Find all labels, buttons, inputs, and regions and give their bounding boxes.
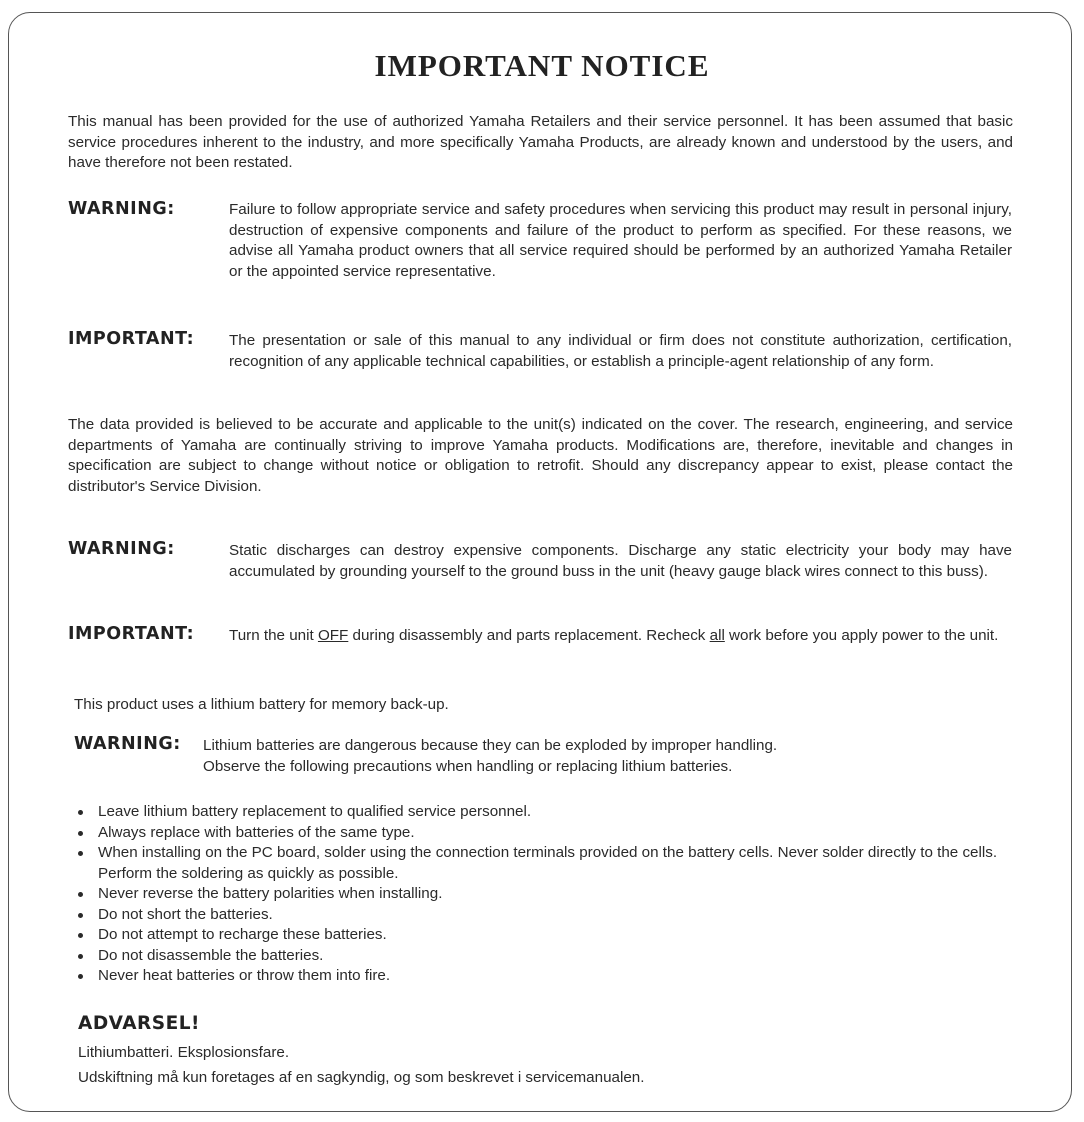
list-item: Never reverse the battery polarities when installing. [70, 884, 1020, 905]
advarsel-line1: Lithiumbatteri. Eksplosionsfare. [78, 1044, 290, 1061]
precautions-list [70, 802, 1020, 987]
intro-paragraph: This manual has been provided for the use of authorized Yamaha Retailers and their service personnel. It has been assumed that basic service procedures inherent to the industry, and more specifically Yamaha Products, are already known and understood by the users, and have therefore not been restated. [68, 113, 1013, 171]
all-emphasis: all [709, 627, 725, 644]
list-item: Always replace with batteries of the same type. [70, 823, 1020, 844]
advarsel-heading: ADVARSEL! [78, 1013, 200, 1034]
warning-label-3: WARNING: [74, 734, 181, 754]
lithium-line: This product uses a lithium battery for memory back-up. [74, 696, 449, 713]
list-item: Leave lithium battery replacement to qualified service personnel. [70, 802, 1020, 823]
important-text-2: Turn the unit OFF during disassembly and parts replacement. Recheck all work before you apply power to the unit. [229, 627, 999, 644]
warning-label-2: WARNING: [68, 539, 175, 559]
page-title: IMPORTANT NOTICE [374, 48, 710, 83]
advarsel-line2: Udskiftning må kun foretages af en sagkyndig, og som beskrevet i servicemanualen. [78, 1069, 645, 1086]
list-item: Do not disassemble the batteries. [70, 946, 1020, 967]
off-emphasis: OFF [317, 627, 349, 644]
warning-text-3-line2: Observe the following precautions when handling or replacing lithium batteries. [203, 758, 733, 775]
list-item: Never heat batteries or throw them into fire. [70, 966, 1020, 987]
list-item: Do not short the batteries. [70, 905, 1020, 926]
warning-text-3-line1: Lithium batteries are dangerous because they can be exploded by improper handling. [203, 737, 778, 754]
list-item: Do not attempt to recharge these batteries. [70, 925, 1020, 946]
data-paragraph: The data provided is believed to be accurate and applicable to the unit(s) indicated on the cover. The research, engineering, and service departments of Yamaha are continually striving to improve Yamaha products. Modifications are, therefore, inevitable and changes in specification are subject to change without notice or obligation to retrofit. Should any discrepancy appear to exist, please contact the distributor's Service Division. [68, 416, 1013, 495]
list-item: When installing on the PC board, solder using the connection terminals provided on the battery cells. Never solder directly to the cells. Perform the soldering as quickly as possible. [70, 843, 1020, 884]
important-label-1: IMPORTANT: [68, 329, 195, 349]
important-label-2: IMPORTANT: [68, 624, 195, 644]
important-text-1: The presentation or sale of this manual to any individual or firm does not constitute authorization, certification, recognition of any applicable technical capabilities, or establish a principle-agent relationship of any form. [229, 332, 1012, 370]
warning-label-1: WARNING: [68, 199, 175, 219]
warning-text-2: Static discharges can destroy expensive components. Discharge any static electricity your body may have accumulated by grounding yourself to the ground buss in the unit (heavy gauge black wires connect to this buss). [229, 542, 1012, 580]
warning-text-1: Failure to follow appropriate service and safety procedures when servicing this product may result in personal injury, destruction of expensive components and failure of the product to perform as specified. For these reasons, we advise all Yamaha product owners that all service required should be performed by an authorized Yamaha Retailer or the appointed service representative. [229, 201, 1012, 280]
